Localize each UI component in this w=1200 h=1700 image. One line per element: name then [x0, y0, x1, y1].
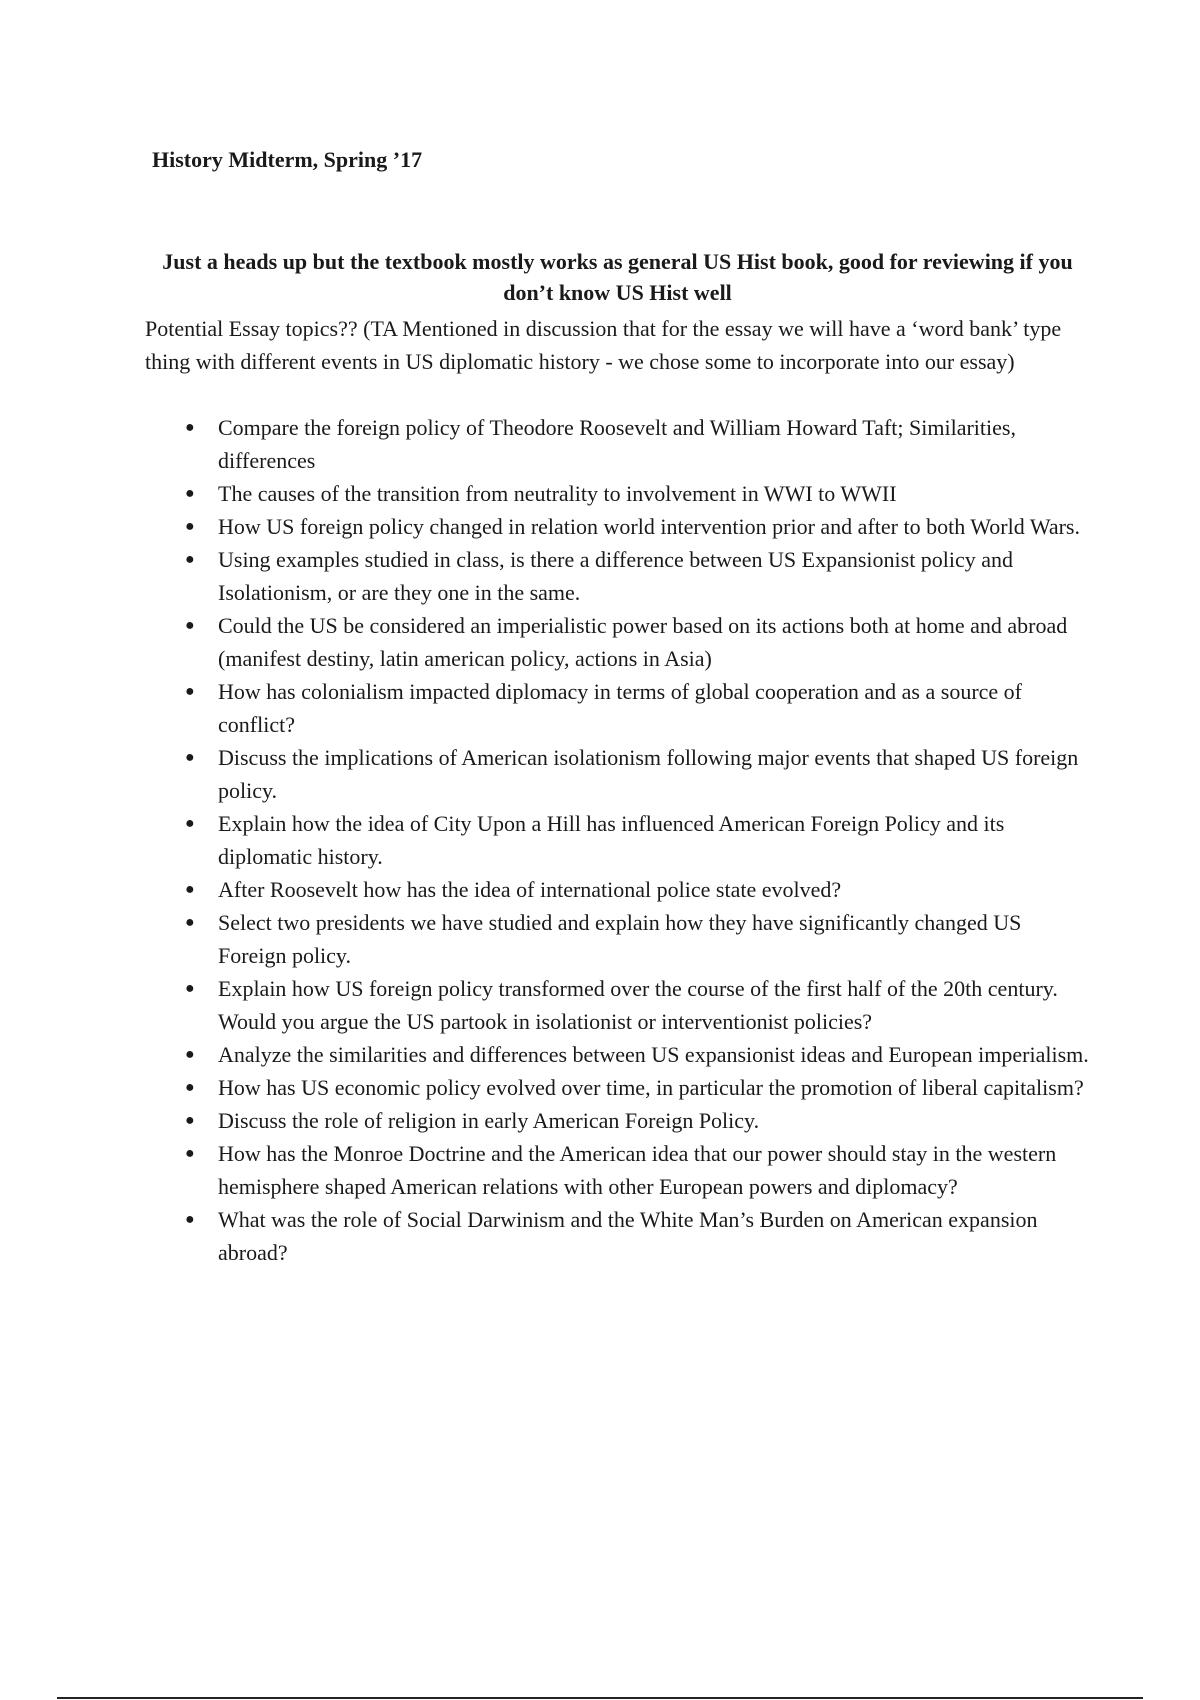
list-item — [145, 972, 1095, 1038]
list-item — [145, 477, 1095, 510]
list-item — [145, 807, 1095, 873]
bullet-icon: ● — [185, 881, 195, 898]
bullet-icon: ● — [185, 419, 195, 436]
bullet-icon: ● — [185, 1046, 195, 1063]
list-item — [145, 1071, 1095, 1104]
textbook-notice: Just a heads up but the textbook mostly works as general US Hist book, good for reviewing if you don’t know US Hist well — [162, 249, 1073, 305]
list-item — [145, 675, 1095, 741]
topic-text: How US foreign policy changed in relation world intervention prior and after to both World Wars. — [218, 514, 1080, 539]
topic-text: After Roosevelt how has the idea of international police state evolved? — [218, 877, 842, 902]
bullet-icon: ● — [185, 749, 195, 766]
bullet-icon: ● — [185, 914, 195, 931]
list-item — [145, 411, 1095, 477]
topic-text: Could the US be considered an imperialistic power based on its actions both at home and abroad (manifest destiny, latin american policy, actions in Asia) — [218, 613, 1068, 671]
topic-text: Analyze the similarities and differences between US expansionist ideas and European imperialism. — [218, 1042, 1089, 1067]
list-item — [145, 543, 1095, 609]
bullet-icon: ● — [185, 617, 195, 634]
bullet-icon: ● — [185, 485, 195, 502]
topic-text: Discuss the implications of American isolationism following major events that shaped US foreign policy. — [218, 745, 1079, 803]
list-item — [145, 1203, 1095, 1269]
list-item — [145, 873, 1095, 906]
bullet-icon: ● — [185, 1079, 195, 1096]
topic-text: Discuss the role of religion in early American Foreign Policy. — [218, 1108, 760, 1133]
topic-text: Explain how US foreign policy transformed over the course of the first half of the 20th century. Would you argue the US partook in isolationist or interventionist policies? — [218, 976, 1058, 1034]
topic-text: Using examples studied in class, is there a difference between US Expansionist policy and Isolationism, or are they one in the same. — [218, 547, 1014, 605]
topic-text: How has colonialism impacted diplomacy in terms of global cooperation and as a source of conflict? — [218, 679, 1022, 737]
essay-topics-list — [145, 411, 1095, 1269]
topic-text: Select two presidents we have studied and explain how they have significantly changed US Foreign policy. — [218, 910, 1022, 968]
list-item — [145, 906, 1095, 972]
bullet-icon: ● — [185, 518, 195, 535]
list-item — [145, 1104, 1095, 1137]
topic-text: The causes of the transition from neutrality to involvement in WWI to WWII — [218, 481, 897, 506]
bullet-icon: ● — [185, 1112, 195, 1129]
essay-topics-intro: Potential Essay topics?? (TA Mentioned in discussion that for the essay we will have a ‘word bank’ type thing with different events in US diplomatic history - we chose some to incorporate into our essay) — [145, 316, 1062, 374]
topic-text: Compare the foreign policy of Theodore Roosevelt and William Howard Taft; Similarities, differences — [218, 415, 1016, 473]
bullet-icon: ● — [185, 1211, 195, 1228]
list-item — [145, 741, 1095, 807]
bullet-icon: ● — [185, 683, 195, 700]
bullet-icon: ● — [185, 980, 195, 997]
list-item — [145, 510, 1095, 543]
list-item — [145, 609, 1095, 675]
topic-text: What was the role of Social Darwinism and the White Man’s Burden on American expansion abroad? — [218, 1207, 1038, 1265]
topic-text: Explain how the idea of City Upon a Hill has influenced American Foreign Policy and its diplomatic history. — [218, 811, 1005, 869]
bullet-icon: ● — [185, 551, 195, 568]
bullet-icon: ● — [185, 815, 195, 832]
footer-divider — [57, 1697, 1143, 1699]
list-item — [145, 1137, 1095, 1203]
bullet-icon: ● — [185, 1145, 195, 1162]
topic-text: How has the Monroe Doctrine and the American idea that our power should stay in the western hemisphere shaped American relations with other European powers and diplomacy? — [218, 1141, 1057, 1199]
list-item — [145, 1038, 1095, 1071]
document-title: History Midterm, Spring ’17 — [152, 147, 423, 172]
topic-text: How has US economic policy evolved over time, in particular the promotion of liberal capitalism? — [218, 1075, 1084, 1100]
